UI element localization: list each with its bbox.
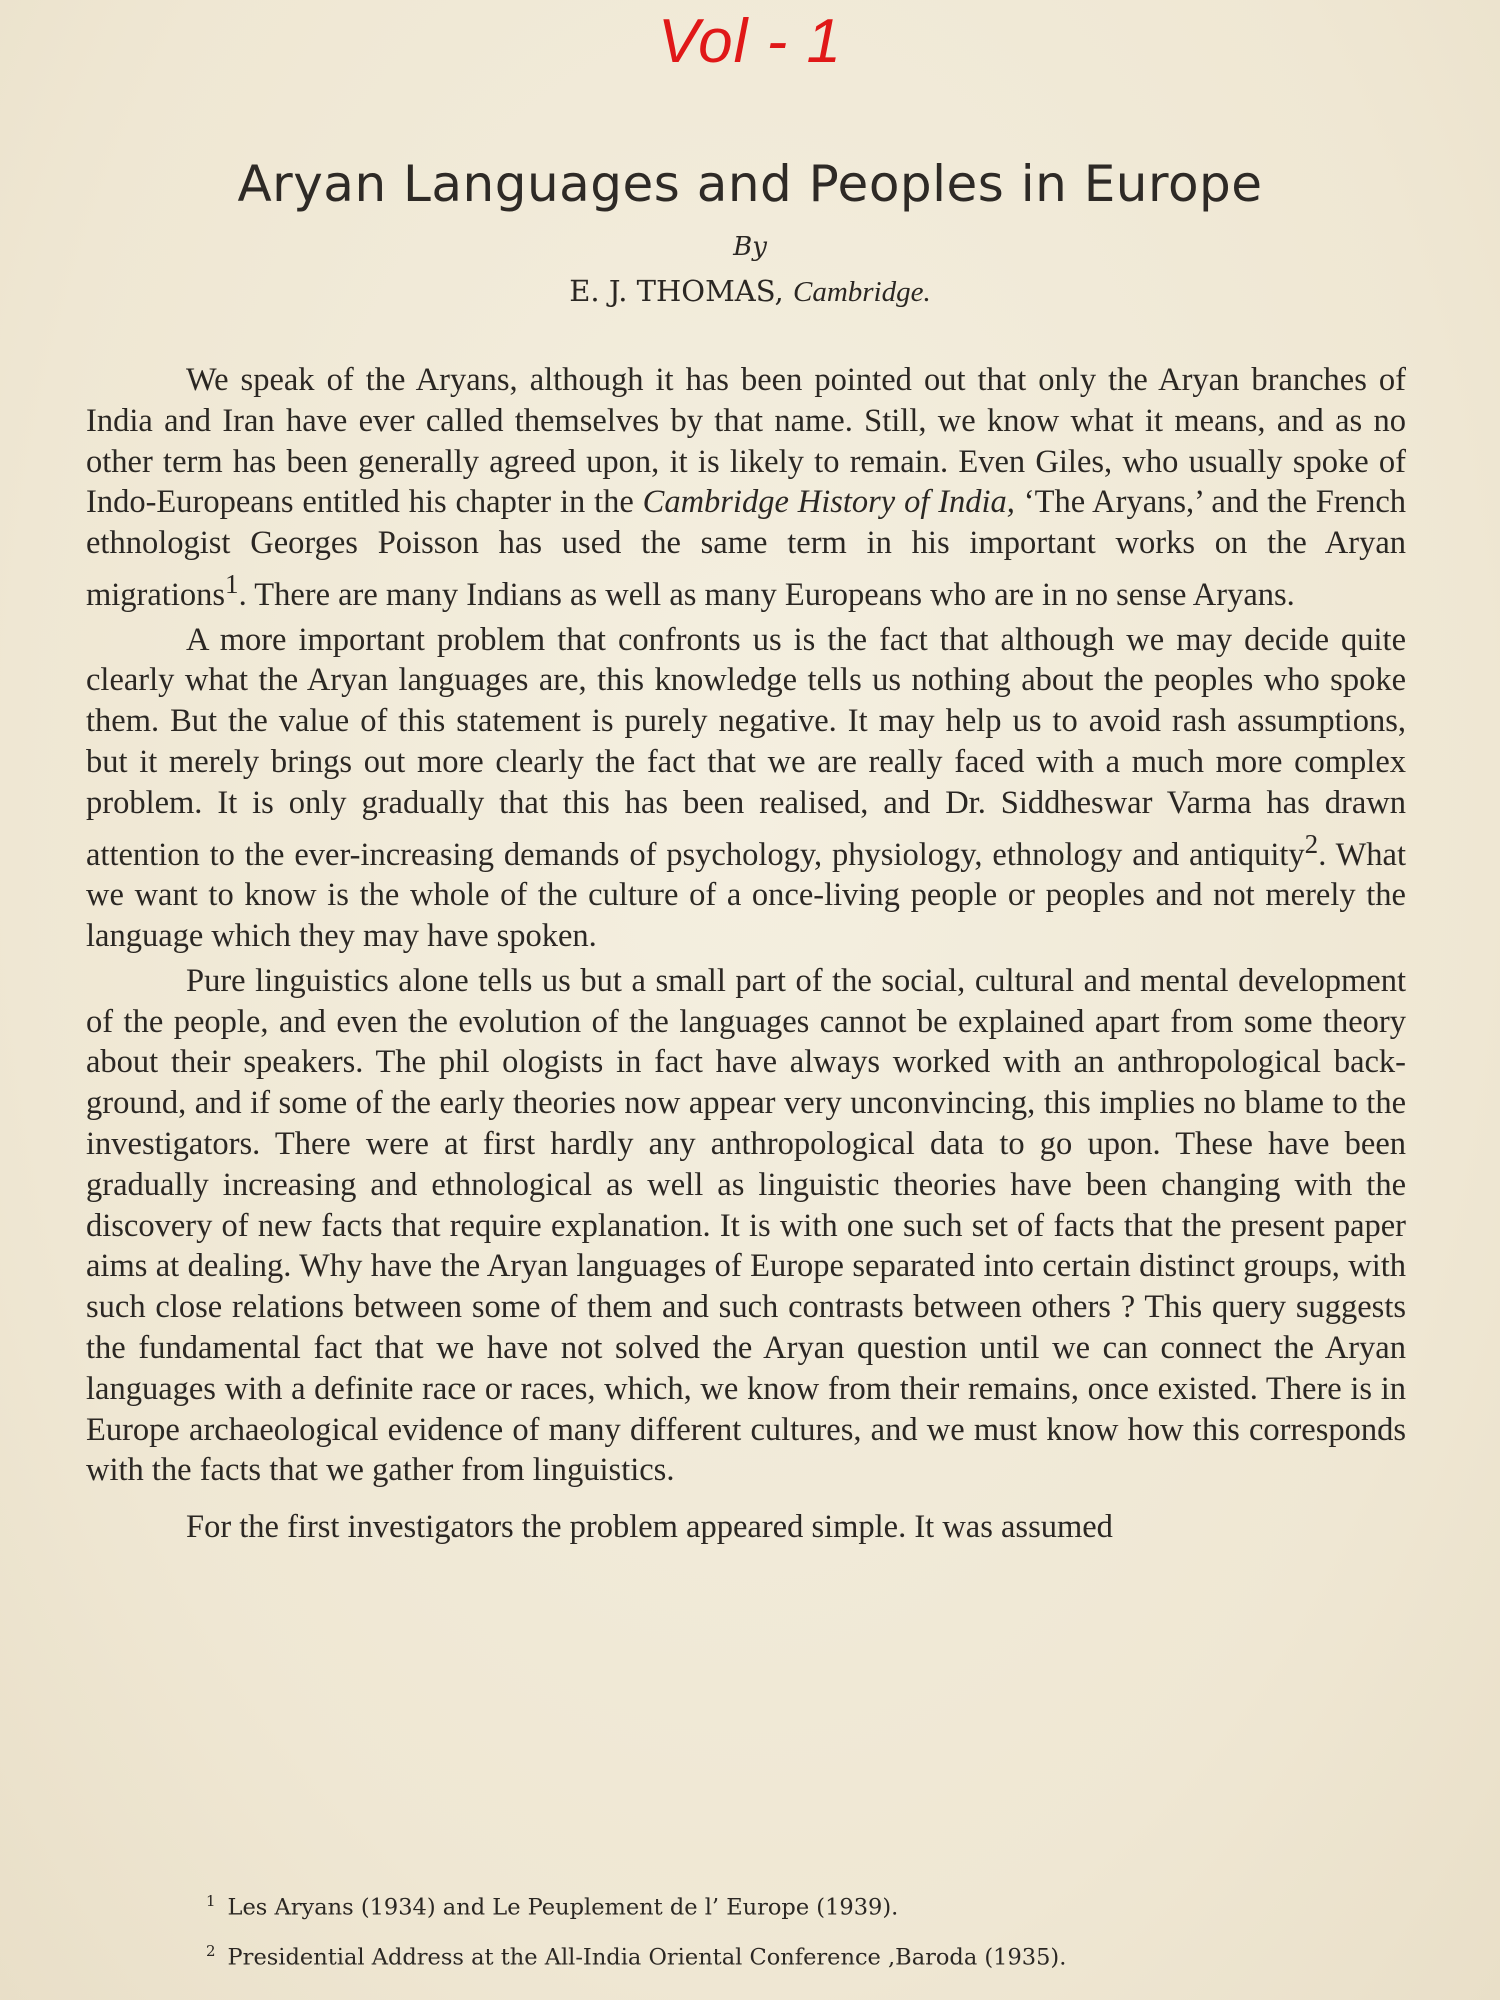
paragraph-text: We speak of the Aryans, although it has been pointed out that only the Aryan branches of India and Iran have ever called themselves by that name. Still, we know what it means, and as no other term has been generally agreed upon, it is likely to remain. Even Giles, who usually spoke of Indo-Europeans entitled his chapter in the <box>86 362 1406 521</box>
author-line <box>0 274 1500 309</box>
footnote-ref: 2 <box>1304 828 1319 859</box>
footnote-text: Les Aryans (1934) and Le Peuplement de l’ Europe (1939). <box>227 1894 899 1921</box>
article-body <box>86 360 1406 1552</box>
paragraph-text: . What we want to know is the whole of the culture of a once-living people or peoples and not merely the language which they may have spoken. <box>86 836 1406 955</box>
paragraph-text: . There are many Indians as well as many Europeans who are in no sense Aryans. <box>238 576 1295 613</box>
paragraph-1 <box>86 360 1406 616</box>
paragraph-3: Pure linguistics alone tells us but a small part of the social, cultural and mental development of the people, and even the evolution of the languages cannot be explained apart from some theory about their speakers. The phil ologists in fact have always worked with an anthropological back-ground, and if some of the early theories now appear very unconvincing, this implies no blame to the investigators. There were at first hardly any anthropological data to go upon. These have been gradually increasing and ethnological as well as linguistic theories have been changing with the discovery of new facts that require explanation. It is with one such set of facts that the present paper aims at dealing. Why have the Aryan languages of Europe separated into certain distinct groups, with such close relations between some of them and such contrasts between others ? This query suggests the fundamental fact that we have not solved the Aryan question until we can connect the Aryan languages with a definite race or races, which, we know from their remains, once existed. There is in Europe archaeological evidence of many different cultures, and we must know how this corresponds with the facts that we gather from linguistics. <box>86 962 1406 1489</box>
footnotes <box>206 1880 1406 1979</box>
footnote-ref: 1 <box>225 568 239 599</box>
footnote-mark: 2 <box>206 1941 216 1960</box>
article-title: Aryan Languages and Peoples in Europe <box>237 155 1263 213</box>
paragraph-text: A more important problem that confronts us is the fact that although we may decide quite clearly what the Aryan languages are, this knowledge tells us nothing about the peoples who spoke them. But the value of this statement is purely negative. It may help us to avoid rash assumptions, but it merely brings out more clearly the fact that we are really faced with a much more complex problem. It is only gradually that this has been realised, and Dr. Siddheswar Varma has drawn attention to the ever-increasing demands of psychology, physiology, ethnology and antiquity <box>86 621 1406 873</box>
paragraph-text: ‘The Aryans,’ and the French ethnologist Georges Poisson has used the same term in his important works on the Aryan migrations <box>86 484 1406 613</box>
footnote-text: Presidential Address at the All-India Oriental Conference ,Baroda (1935). <box>227 1944 1067 1970</box>
footnote-mark: 1 <box>206 1892 216 1910</box>
volume-label: Vol - 1 <box>658 7 842 76</box>
book-title: Cambridge History of India, <box>642 484 1015 521</box>
footnote-1 <box>206 1880 1406 1930</box>
author-name: E. J. THOMAS, <box>569 274 784 308</box>
author-affiliation: Cambridge. <box>792 276 931 308</box>
footnote-2 <box>206 1930 1406 1980</box>
paragraph-2 <box>86 620 1406 957</box>
paragraph-4: For the first investigators the problem appeared simple. It was assumed <box>186 1509 1113 1546</box>
byline: By <box>733 232 767 262</box>
